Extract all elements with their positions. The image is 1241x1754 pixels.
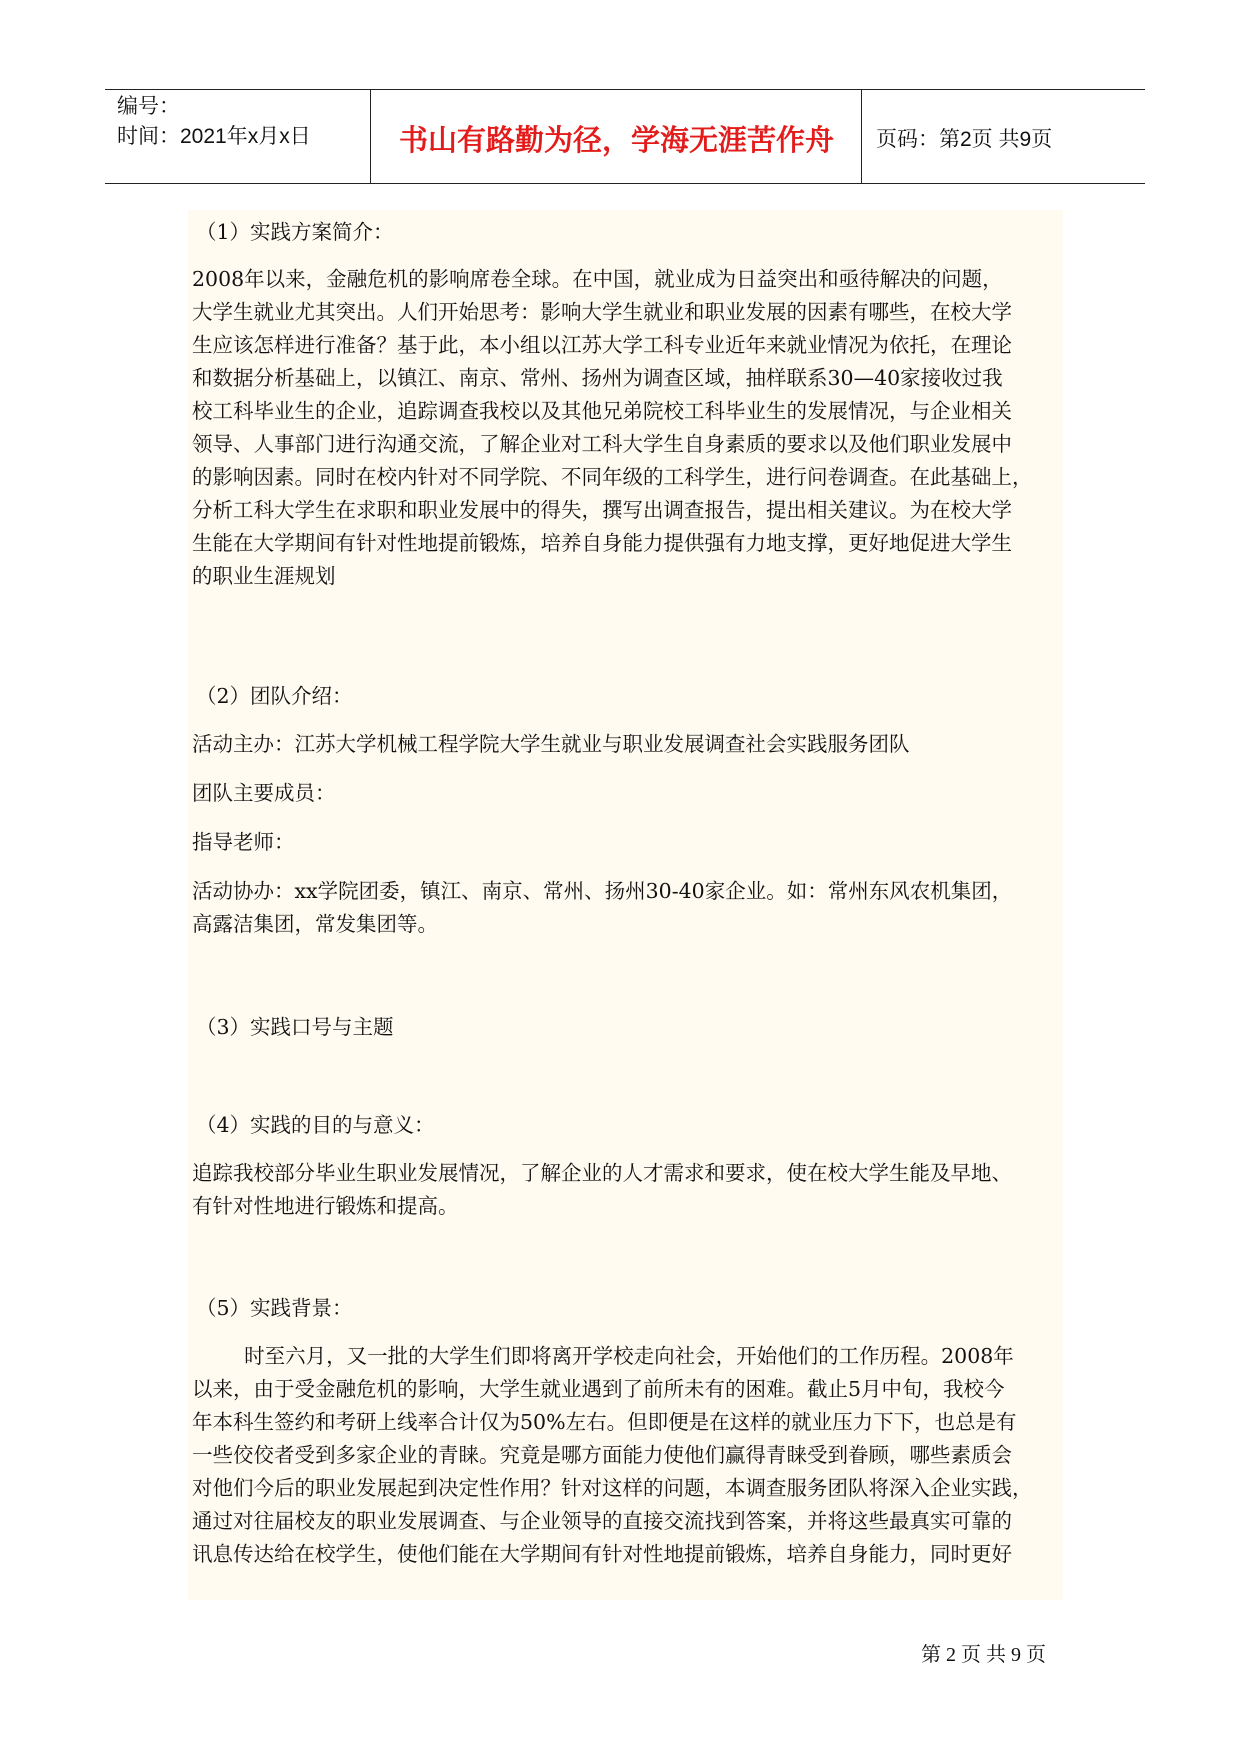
- paragraph-line: 生能在大学期间有针对性地提前锻炼，培养自身能力提供强有力地支撑，更好地促进大学生: [192, 531, 1012, 555]
- co-organizer-line: 活动协办：xx学院团委，镇江、南京、常州、扬州30-40家企业。如：常州东风农机集团，: [192, 879, 1013, 903]
- header-bottom-rule: [105, 183, 1145, 184]
- time-label: 时间：2021年x月x日: [117, 125, 311, 148]
- header-divider-right: [861, 89, 862, 183]
- advisor-line: 指导老师：: [192, 830, 295, 854]
- paragraph-line: 对他们今后的职业发展起到决定性作用？针对这样的问题，本调查服务团队将深入企业实践，: [192, 1476, 1033, 1500]
- paragraph-line: 以来，由于受金融危机的影响，大学生就业遇到了前所未有的困难。截止5月中旬，我校今: [192, 1377, 1005, 1401]
- section3-heading: （3）实践口号与主题: [196, 1015, 394, 1039]
- paragraph-line: 追踪我校部分毕业生职业发展情况，了解企业的人才需求和要求，使在校大学生能及早地、: [192, 1161, 1012, 1185]
- paragraph-line: 讯息传达给在校学生，使他们能在大学期间有针对性地提前锻炼，培养自身能力，同时更好: [192, 1542, 1012, 1566]
- co-organizer-line: 高露洁集团，常发集团等。: [192, 912, 438, 936]
- paragraph-line: 的职业生涯规划: [192, 564, 336, 588]
- paragraph-line: 和数据分析基础上，以镇江、南京、常州、扬州为调查区域，抽样联系30—40家接收过我: [192, 366, 1003, 390]
- paragraph-line: 时至六月，又一批的大学生们即将离开学校走向社会，开始他们的工作历程。2008年: [192, 1344, 1014, 1368]
- page-footer: 第 2 页 共 9 页: [921, 1644, 1046, 1666]
- header-page-label: 页码：第2页 共9页: [876, 128, 1053, 151]
- section5-heading: （5）实践背景：: [196, 1296, 353, 1320]
- section2-heading: （2）团队介绍：: [196, 684, 353, 708]
- number-label: 编号：: [117, 95, 180, 118]
- paragraph-line: 领导、人事部门进行沟通交流，了解企业对工科大学生自身素质的要求以及他们职业发展中: [192, 432, 1012, 456]
- paragraph-line: 通过对往届校友的职业发展调查、与企业领导的直接交流找到答案，并将这些最真实可靠的: [192, 1509, 1012, 1533]
- section4-heading: （4）实践的目的与意义：: [196, 1113, 435, 1137]
- section1-heading: （1）实践方案简介：: [196, 220, 394, 244]
- paragraph-line: 的影响因素。同时在校内针对不同学院、不同年级的工科学生，进行问卷调查。在此基础上，: [192, 465, 1033, 489]
- host-line: 活动主办：江苏大学机械工程学院大学生就业与职业发展调查社会实践服务团队: [192, 732, 910, 756]
- paragraph-line: 分析工科大学生在求职和职业发展中的得失，撰写出调查报告，提出相关建议。为在校大学: [192, 498, 1012, 522]
- header-top-rule: [105, 89, 1145, 90]
- paragraph-line: 年本科生签约和考研上线率合计仅为50%左右。但即便是在这样的就业压力下下，也总是有: [192, 1410, 1017, 1434]
- paragraph-line: 一些佼佼者受到多家企业的青睐。究竟是哪方面能力使他们赢得青睐受到眷顾，哪些素质会: [192, 1443, 1012, 1467]
- header-divider-left: [370, 89, 371, 183]
- header-left-cell: [117, 92, 311, 152]
- paragraph-line: 大学生就业尤其突出。人们开始思考：影响大学生就业和职业发展的因素有哪些，在校大学: [192, 300, 1012, 324]
- members-line: 团队主要成员：: [192, 781, 336, 805]
- paragraph-line: 生应该怎样进行准备？基于此，本小组以江苏大学工科专业近年来就业情况为依托，在理论: [192, 333, 1012, 357]
- paragraph-line: 校工科毕业生的企业，追踪调查我校以及其他兄弟院校工科毕业生的发展情况，与企业相关: [192, 399, 1012, 423]
- paragraph-line: 有针对性地进行锻炼和提高。: [192, 1194, 459, 1218]
- paragraph-line: 2008年以来，金融危机的影响席卷全球。在中国，就业成为日益突出和亟待解决的问题，: [192, 267, 1003, 291]
- header-motto: 书山有路勤为径，学海无涯苦作舟: [398, 123, 834, 157]
